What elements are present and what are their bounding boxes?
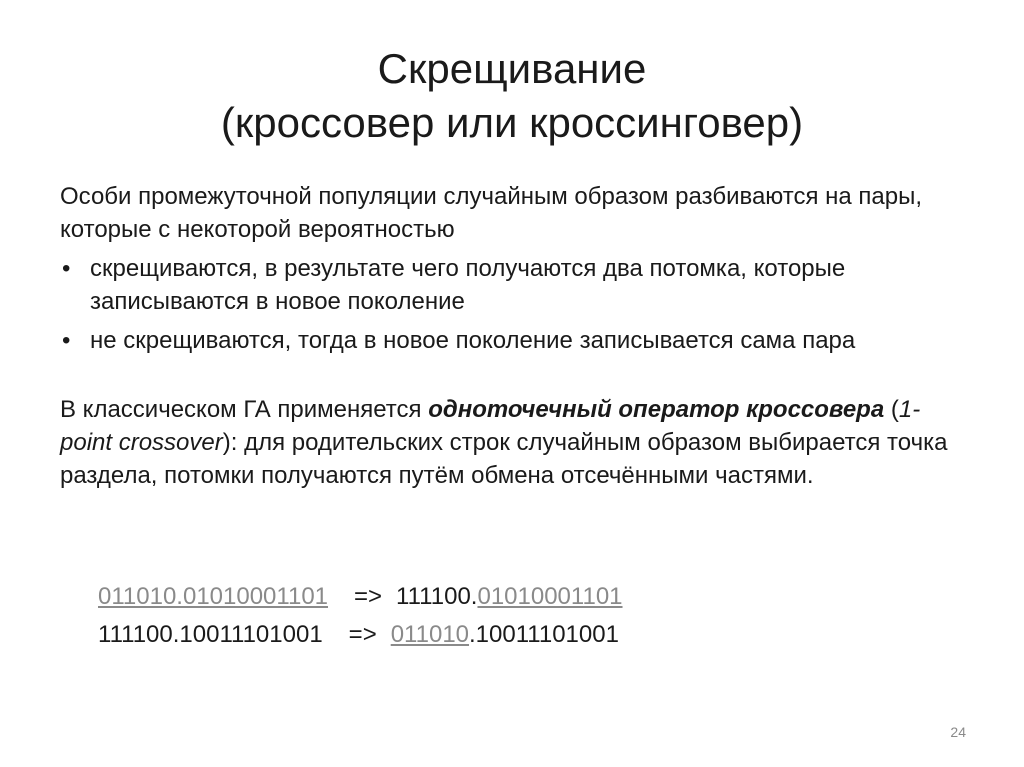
arrow: =>: [348, 621, 377, 648]
slide-title: [0, 42, 1024, 150]
example-row-1: [98, 578, 623, 616]
para-text: (: [884, 396, 899, 423]
bullet-icon: •: [62, 327, 71, 354]
intro-paragraph: Особи промежуточной популяции случайным образом разбиваются на пары, которые с некоторой вероятностью: [60, 183, 923, 243]
child-2-tail: .10011101001: [469, 621, 619, 648]
child-1-head: 111100.: [396, 583, 478, 610]
child-2-swapped-head: 011010: [390, 621, 470, 648]
crossover-paragraph: [60, 393, 960, 492]
slide-body: [60, 180, 960, 492]
bullet-item: [60, 252, 960, 318]
example-row-2: [98, 616, 623, 654]
bullet-icon: •: [62, 255, 71, 282]
bullet-text: скрещиваются, в результате чего получаются два потомка, которые записываются в новое поколение: [90, 255, 846, 315]
para-text: В классическом ГА применяется: [60, 396, 429, 423]
para-text: ): для родительских строк случайным образом выбирается точка раздела, потомки получаются путём обмена отсечёнными частями.: [60, 429, 948, 489]
arrow: =>: [354, 583, 383, 610]
crossover-term-english: 1-point crossover: [60, 396, 921, 456]
crossover-term: одноточечный оператор кроссовера: [428, 396, 885, 423]
bullet-text: не скрещиваются, тогда в новое поколение записывается сама пара: [90, 327, 856, 354]
parent-2-string: 111100.10011101001: [98, 621, 323, 648]
crossover-example: [98, 578, 623, 654]
bullet-item: [60, 324, 960, 357]
page-number: 24: [950, 724, 966, 740]
title-line-2: (кроссовер или кроссинговер): [220, 99, 804, 146]
child-1-swapped-tail: 01010001101: [477, 583, 623, 610]
bullet-list: [60, 252, 960, 357]
parent-1-string: 011010.01010001101: [98, 583, 329, 610]
title-line-1: Скрещивание: [377, 45, 647, 92]
